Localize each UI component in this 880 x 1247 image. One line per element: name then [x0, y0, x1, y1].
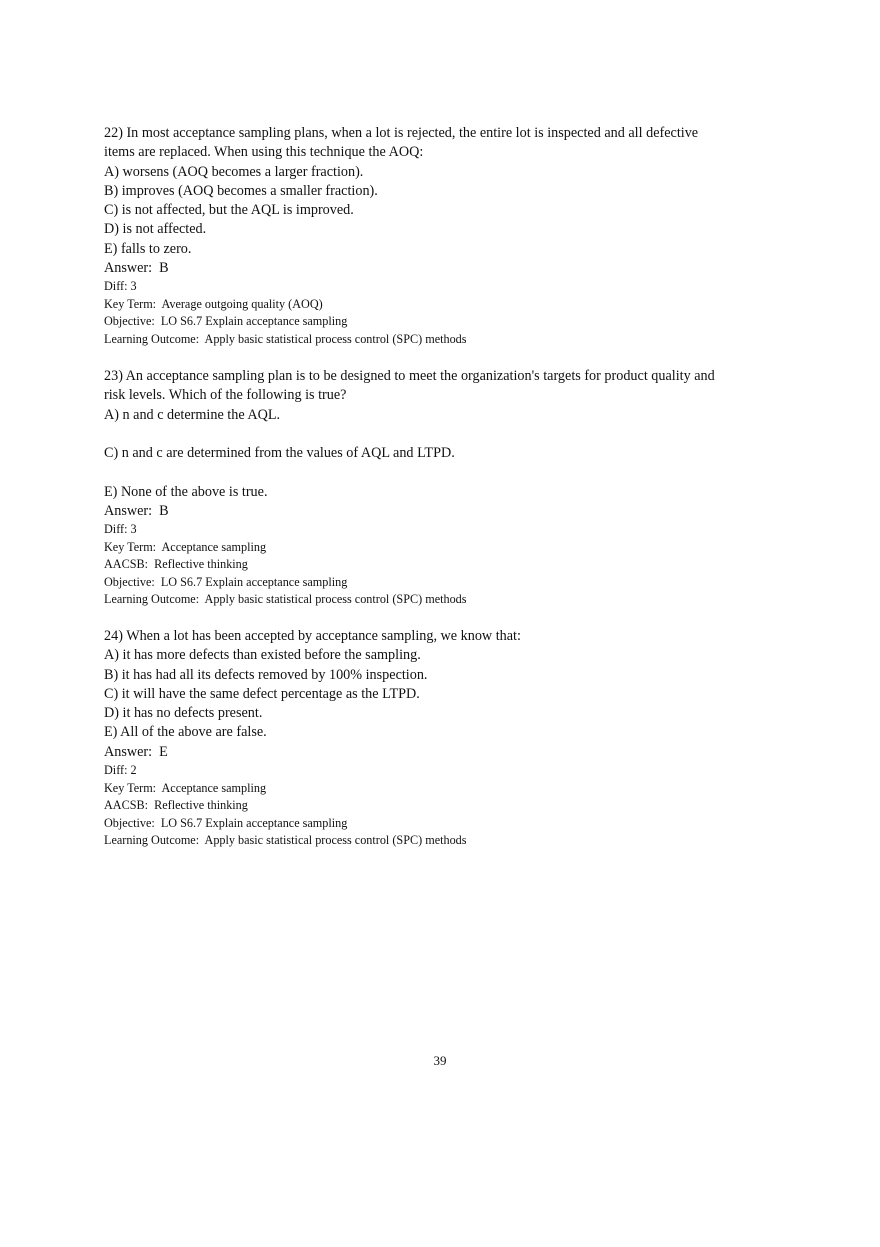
aacsb: AACSB: Reflective thinking: [104, 798, 248, 813]
answer: Answer: B: [104, 503, 169, 520]
difficulty: Diff: 3: [104, 279, 137, 294]
page-number: 39: [433, 1053, 447, 1068]
learning-outcome: Learning Outcome: Apply basic statistical process control (SPC) methods: [104, 592, 467, 607]
choice-a: A) worsens (AOQ becomes a larger fraction).: [104, 163, 364, 180]
difficulty: Diff: 2: [104, 763, 137, 778]
key-term: Key Term: Acceptance sampling: [104, 780, 267, 795]
aacsb: AACSB: Reflective thinking: [104, 557, 248, 572]
choice-d: D) is not affected.: [104, 221, 207, 238]
choice-a: A) it has more defects than existed before the sampling.: [104, 647, 421, 664]
choice-c: C) n and c are determined from the values of AQL and LTPD.: [104, 445, 455, 462]
choice-e: E) falls to zero.: [104, 240, 192, 257]
choice-e: E) All of the above are false.: [104, 724, 267, 741]
question-23: [104, 367, 744, 609]
key-term: Key Term: Average outgoing quality (AOQ): [104, 296, 323, 311]
key-term: Key Term: Acceptance sampling: [104, 539, 267, 554]
choice-c: C) it will have the same defect percentage as the LTPD.: [104, 685, 420, 702]
answer: Answer: E: [104, 743, 168, 760]
choice-c: C) is not affected, but the AQL is improved.: [104, 202, 354, 219]
choice-a: A) n and c determine the AQL.: [104, 406, 281, 423]
blank-choice-line: [104, 463, 744, 482]
learning-outcome: Learning Outcome: Apply basic statistical process control (SPC) methods: [104, 331, 467, 346]
question-text: 23) An acceptance sampling plan is to be designed to meet the organization's targets for product quality and risk levels. Which of the following is true?: [104, 368, 719, 404]
choice-e: E) None of the above is true.: [104, 483, 268, 500]
choice-d: D) it has no defects present.: [104, 705, 263, 722]
choice-b: B) it has had all its defects removed by 100% inspection.: [104, 666, 428, 683]
blank-choice-line: [104, 425, 744, 444]
objective: Objective: LO S6.7 Explain acceptance sampling: [104, 574, 348, 589]
answer: Answer: B: [104, 260, 169, 277]
question-text: 24) When a lot has been accepted by acceptance sampling, we know that:: [104, 628, 521, 644]
difficulty: Diff: 3: [104, 522, 137, 537]
question-text: 22) In most acceptance sampling plans, when a lot is rejected, the entire lot is inspected and all defective items are replaced. When using this technique the AOQ:: [104, 125, 702, 161]
objective: Objective: LO S6.7 Explain acceptance sampling: [104, 815, 348, 830]
choice-b: B) improves (AOQ becomes a smaller fraction).: [104, 182, 378, 199]
objective: Objective: LO S6.7 Explain acceptance sampling: [104, 314, 348, 329]
learning-outcome: Learning Outcome: Apply basic statistical process control (SPC) methods: [104, 833, 467, 848]
question-24: [104, 627, 744, 850]
question-22: [104, 124, 744, 348]
